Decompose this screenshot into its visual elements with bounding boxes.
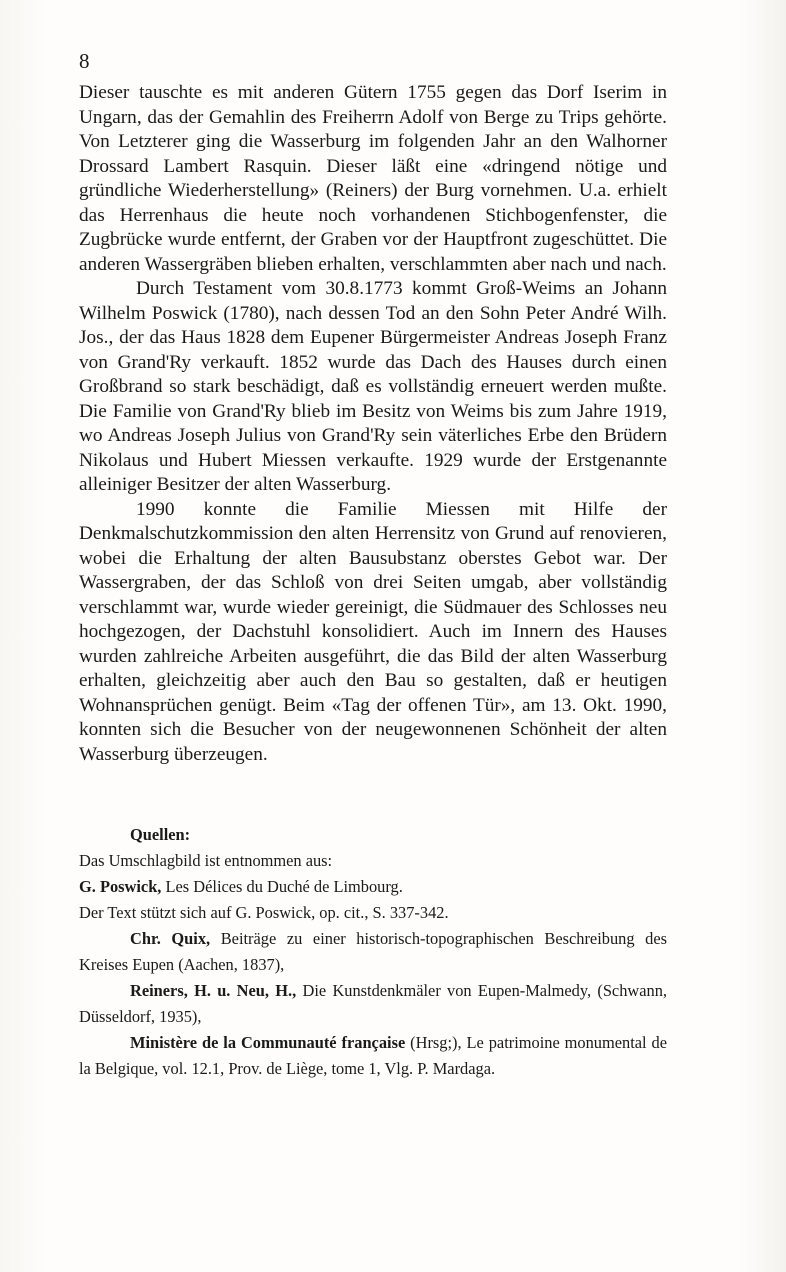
- reference-author: Chr. Quix,: [130, 929, 211, 948]
- paragraph-history-1755: Dieser tauschte es mit anderen Gütern 1755 gegen das Dorf Iserim in Ungarn, das der Gemahlin des Freiherrn Adolf von Berge zu Trips gehörte. Von Letzterer ging die Wasserburg im folgenden Jahr an den Walhorner Drossard Lambert Rasquin. Dieser läßt eine «dringend nötige und gründliche Wiederherstellung» (Reiners) der Burg vornehmen. U.a. erhielt das Herrenhaus die heute noch vorhandenen Stichbogenfenster, die Zugbrücke wurde entfernt, der Graben vor der Hauptfront zugeschüttet. Die anderen Wassergräben blieben erhalten, verschlammten aber nach und nach.: [79, 82, 667, 275]
- reference-title: Les Délices du Duché de Limbourg.: [161, 877, 403, 896]
- body-text: [79, 81, 667, 767]
- sources-heading: Quellen:: [130, 825, 191, 844]
- reference-ministere: [79, 1030, 667, 1082]
- cover-image-note: Das Umschlagbild ist entnommen aus:: [79, 851, 333, 870]
- paragraph-renovation-1990: 1990 konnte die Familie Miessen mit Hilfe der Denkmalschutzkommission den alten Herrensitz von Grund auf renovieren, wobei die Erhaltung der alten Bausubstanz oberstes Gebot war. Der Wassergraben, der das Schloß von drei Seiten umgab, aber vollständig verschlammt war, wurde wieder gereinigt, die Südmauer des Schlosses neu hochgezogen, der Dachstuhl konsolidiert. Auch im Innern des Hauses wurden zahlreiche Arbeiten ausgeführt, die das Bild der alten Wasserburg erhalten, gleichzeitig aber auch den Bau so gestalten, daß er heutigen Wohnansprüchen genügt. Beim «Tag der offenen Tür», am 13. Okt. 1990, konnten sich die Besucher von der neugewonnenen Schönheit der alten Wasserburg überzeugen.: [79, 498, 667, 765]
- reference-title: (Hrsg;), Le patrimoine monumental de la Belgique, vol. 12.1, Prov. de Liège, tome 1, Vlg. P. Mardaga.: [79, 1033, 667, 1078]
- reference-quix: [79, 926, 667, 978]
- reference-author: Ministère de la Communauté française: [130, 1033, 406, 1052]
- paragraph-testament-1773: Durch Testament vom 30.8.1773 kommt Groß-Weims an Johann Wilhelm Poswick (1780), nach dessen Tod an den Sohn Peter André Wilh. Jos., der das Haus 1828 dem Eupener Bürgermeister Andreas Joseph Franz von Grand'Ry verkauft. 1852 wurde das Dach des Hauses durch einen Großbrand so stark beschädigt, daß es vollständig erneuert werden mußte. Die Familie von Grand'Ry blieb im Besitz von Weims bis zum Jahre 1919, wo Andreas Joseph Julius von Grand'Ry sein väterliches Erbe den Brüdern Nikolaus und Hubert Miessen verkaufte. 1929 wurde der Erstgenannte alleiniger Besitzer der alten Wasserburg.: [79, 278, 667, 495]
- page-number: 8: [79, 49, 90, 73]
- reference-reiners: [79, 978, 667, 1030]
- sources-section: [79, 822, 667, 1082]
- text-source-note: Der Text stützt sich auf G. Poswick, op. cit., S. 337-342.: [79, 903, 449, 922]
- reference-poswick: [79, 874, 667, 900]
- reference-author: G. Poswick,: [79, 877, 162, 896]
- reference-author: Reiners, H. u. Neu, H.,: [130, 981, 297, 1000]
- reference-title: Die Kunstdenkmäler von Eupen-Malmedy, (Schwann, Düsseldorf, 1935),: [79, 981, 667, 1026]
- reference-title: Beiträge zu einer historisch-topographischen Beschreibung des Kreises Eupen (Aachen, 1837),: [79, 929, 667, 974]
